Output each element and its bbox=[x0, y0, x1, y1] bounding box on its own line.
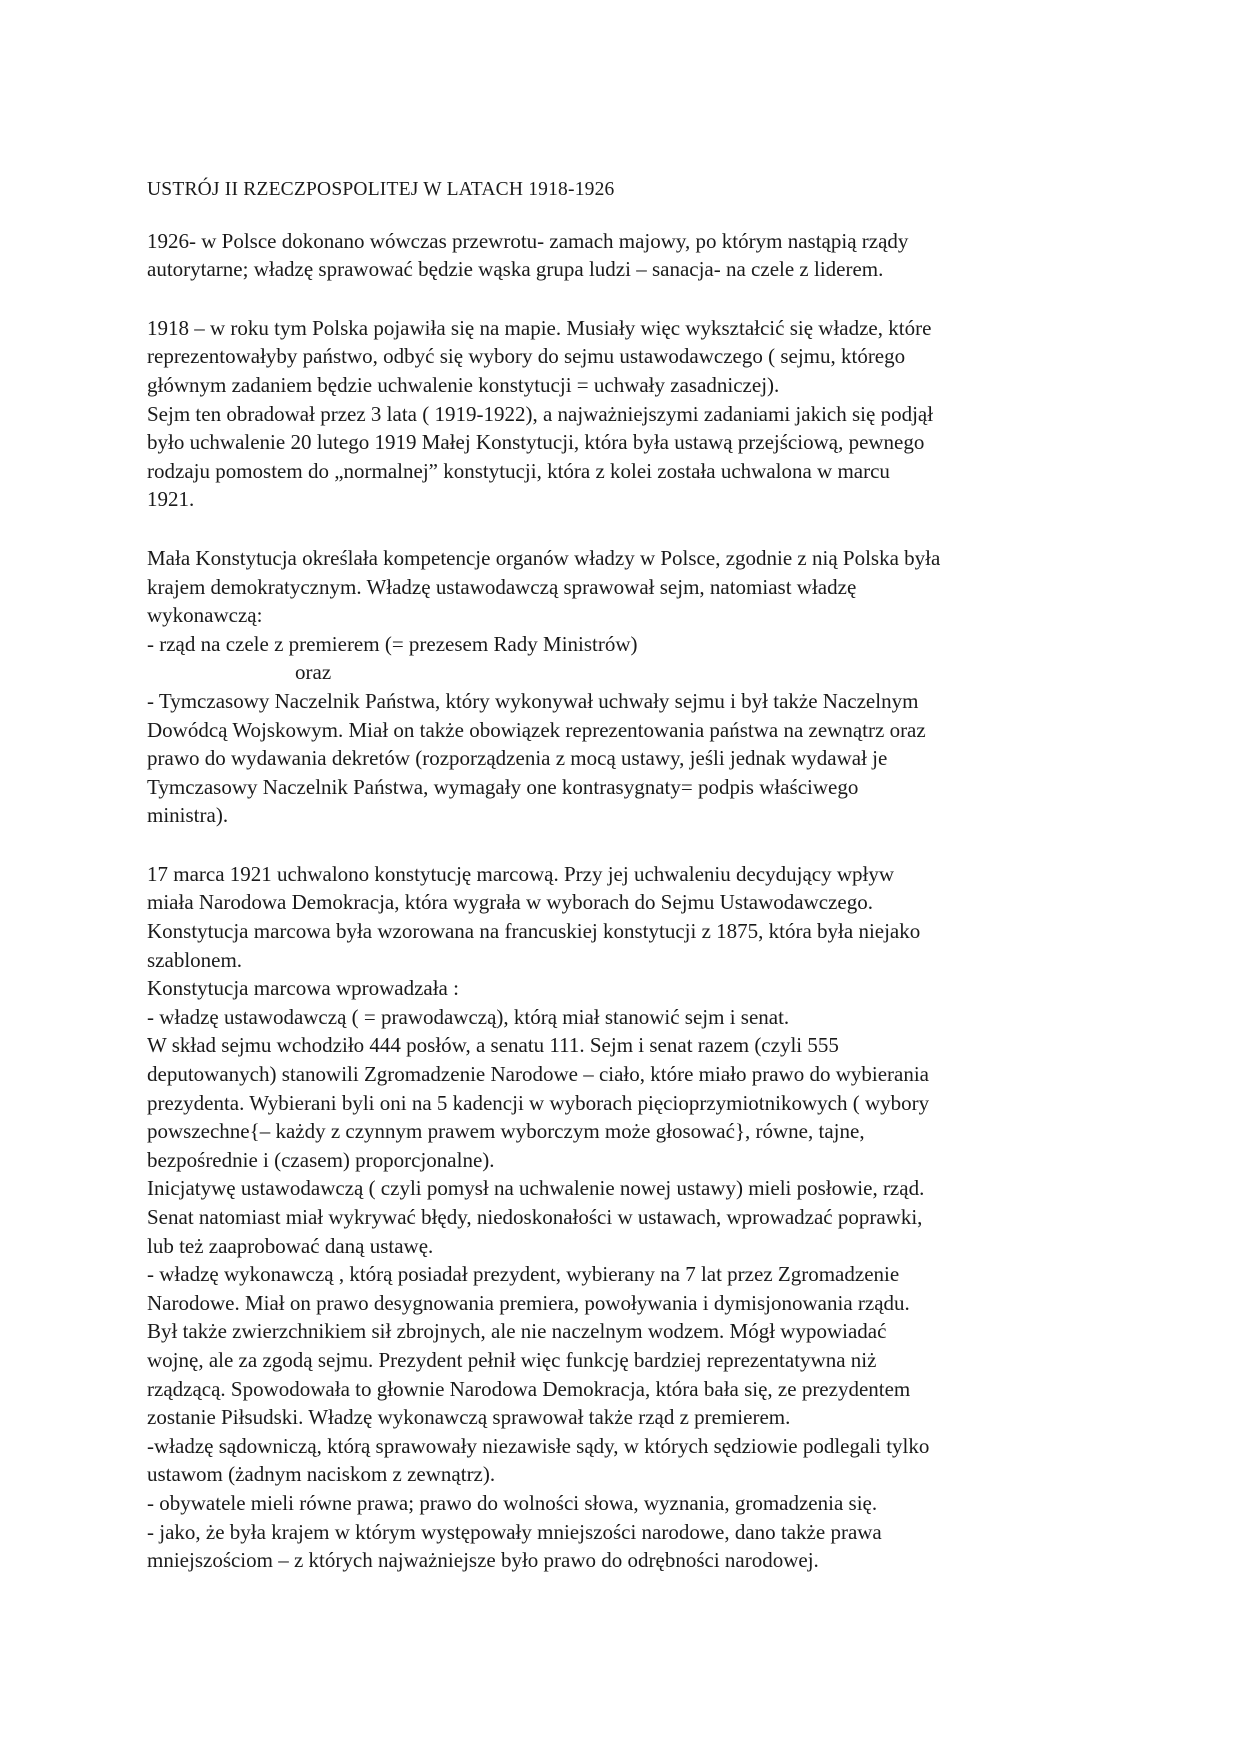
text-line: 1921. bbox=[147, 487, 195, 512]
text-line: Mała Konstytucja określała kompetencje organów władzy w Polsce, zgodnie z nią Polska była bbox=[147, 545, 941, 570]
text-line: Tymczasowy Naczelnik Państwa, wymagały one kontrasygnaty= podpis właściwego bbox=[147, 774, 859, 799]
text-line: 17 marca 1921 uchwalono konstytucję marcową. Przy jej uchwaleniu decydujący wpływ bbox=[147, 861, 895, 886]
text-line: Był także zwierzchnikiem sił zbrojnych, ale nie naczelnym wodzem. Mógł wypowiadać bbox=[147, 1319, 887, 1344]
text-line: bezpośrednie i (czasem) proporcjonalne). bbox=[147, 1147, 495, 1172]
text-line: miała Narodowa Demokracja, która wygrała w wyborach do Sejmu Ustawodawczego. bbox=[147, 890, 873, 915]
text-line: 1918 – w roku tym Polska pojawiła się na mapie. Musiały więc wykształcić się władze, które bbox=[147, 315, 932, 340]
text-line: 1926- w Polsce dokonano wówczas przewrotu- zamach majowy, po którym nastąpią rządy bbox=[147, 228, 909, 253]
text-line: Konstytucja marcowa wprowadzała : bbox=[147, 976, 459, 1001]
text-line: krajem demokratycznym. Władzę ustawodawczą sprawował sejm, natomiast władzę bbox=[147, 574, 857, 599]
document-body bbox=[147, 176, 1107, 1575]
text-line: - rząd na czele z premierem (= prezesem Rady Ministrów) bbox=[147, 631, 638, 656]
text-line: oraz bbox=[295, 660, 332, 685]
text-line: -władzę sądowniczą, którą sprawowały niezawisłe sądy, w których sędziowie podlegali tylko bbox=[147, 1433, 930, 1458]
text-line: było uchwalenie 20 lutego 1919 Małej Konstytucji, która była ustawą przejściową, pewnego bbox=[147, 430, 925, 455]
text-line: Senat natomiast miał wykrywać błędy, niedoskonałości w ustawach, wprowadzać poprawki, bbox=[147, 1205, 923, 1229]
text-line: zostanie Piłsudski. Władzę wykonawczą sprawował także rząd z premierem. bbox=[147, 1405, 791, 1430]
paragraph-1926-intro bbox=[147, 227, 1107, 284]
text-line: lub też zaaprobować daną ustawę. bbox=[147, 1233, 434, 1258]
text-line: - Tymczasowy Naczelnik Państwa, który wykonywał uchwały sejmu i był także Naczelnym bbox=[147, 688, 919, 713]
text-line: - władzę wykonawczą , którą posiadał prezydent, wybierany na 7 lat przez Zgromadzenie bbox=[147, 1262, 900, 1287]
text-line: rządzącą. Spowodowała to głownie Narodowa Demokracja, która bała się, ze prezydentem bbox=[147, 1376, 911, 1401]
paragraph-1918-sejm bbox=[147, 314, 1107, 514]
text-line: powszechne{– każdy z czynnym prawem wyborczym może głosować}, równe, tajne, bbox=[147, 1119, 865, 1144]
text-line: wykonawczą: bbox=[147, 603, 263, 628]
text-line: deputowanych) stanowili Zgromadzenie Narodowe – ciało, które miało prawo do wybierania bbox=[147, 1062, 929, 1087]
paragraph-mala-konstytucja bbox=[147, 544, 1107, 830]
text-line: głównym zadaniem będzie uchwalenie konstytucji = uchwały zasadniczej). bbox=[147, 372, 780, 397]
text-line: W skład sejmu wchodziło 444 posłów, a senatu 111. Sejm i senat razem (czyli 555 bbox=[147, 1033, 839, 1058]
text-line: - obywatele mieli równe prawa; prawo do wolności słowa, wyznania, gromadzenia się. bbox=[147, 1490, 878, 1515]
text-line: wojnę, ale za zgodą sejmu. Prezydent pełnił więc funkcję bardziej reprezentatywna niż bbox=[147, 1347, 877, 1372]
text-line: reprezentowałyby państwo, odbyć się wybory do sejmu ustawodawczego ( sejmu, którego bbox=[147, 344, 906, 369]
text-line: - władzę ustawodawczą ( = prawodawczą), którą miał stanowić sejm i senat. bbox=[147, 1004, 790, 1029]
text-line: ministra). bbox=[147, 803, 229, 828]
document-title: USTRÓJ II RZECZPOSPOLITEJ W LATACH 1918-1926 bbox=[147, 179, 615, 200]
text-line: - jako, że była krajem w którym występowały mniejszości narodowe, dano także prawa bbox=[147, 1519, 882, 1544]
text-line: prezydenta. Wybierani byli oni na 5 kadencji w wyborach pięcioprzymiotnikowych ( wybory bbox=[147, 1090, 930, 1115]
text-line: rodzaju pomostem do „normalnej” konstytucji, która z kolei została uchwalona w marcu bbox=[147, 458, 890, 483]
text-line: prawo do wydawania dekretów (rozporządzenia z mocą ustawy, jeśli jednak wydawał je bbox=[147, 746, 888, 771]
text-line: Inicjatywę ustawodawczą ( czyli pomysł na uchwalenie nowej ustawy) mieli posłowie, rząd. bbox=[147, 1176, 925, 1201]
text-line: Narodowe. Miał on prawo desygnowania premiera, powoływania i dymisjonowania rządu. bbox=[147, 1290, 910, 1315]
text-line: Dowódcą Wojskowym. Miał on także obowiązek reprezentowania państwa na zewnątrz oraz bbox=[147, 717, 926, 742]
paragraph-konstytucja-marcowa bbox=[147, 860, 1107, 1575]
text-line: autorytarne; władzę sprawować będzie wąska grupa ludzi – sanacja- na czele z liderem. bbox=[147, 257, 884, 282]
text-line: Konstytucja marcowa była wzorowana na francuskiej konstytucji z 1875, która była niejako bbox=[147, 919, 921, 944]
text-line: Sejm ten obradował przez 3 lata ( 1919-1922), a najważniejszymi zadaniami jakich się podjął bbox=[147, 401, 934, 426]
text-line: szablonem. bbox=[147, 947, 243, 972]
text-line: mniejszościom – z których najważniejsze było prawo do odrębności narodowej. bbox=[147, 1548, 819, 1573]
text-line: ustawom (żadnym naciskom z zewnątrz). bbox=[147, 1462, 496, 1487]
